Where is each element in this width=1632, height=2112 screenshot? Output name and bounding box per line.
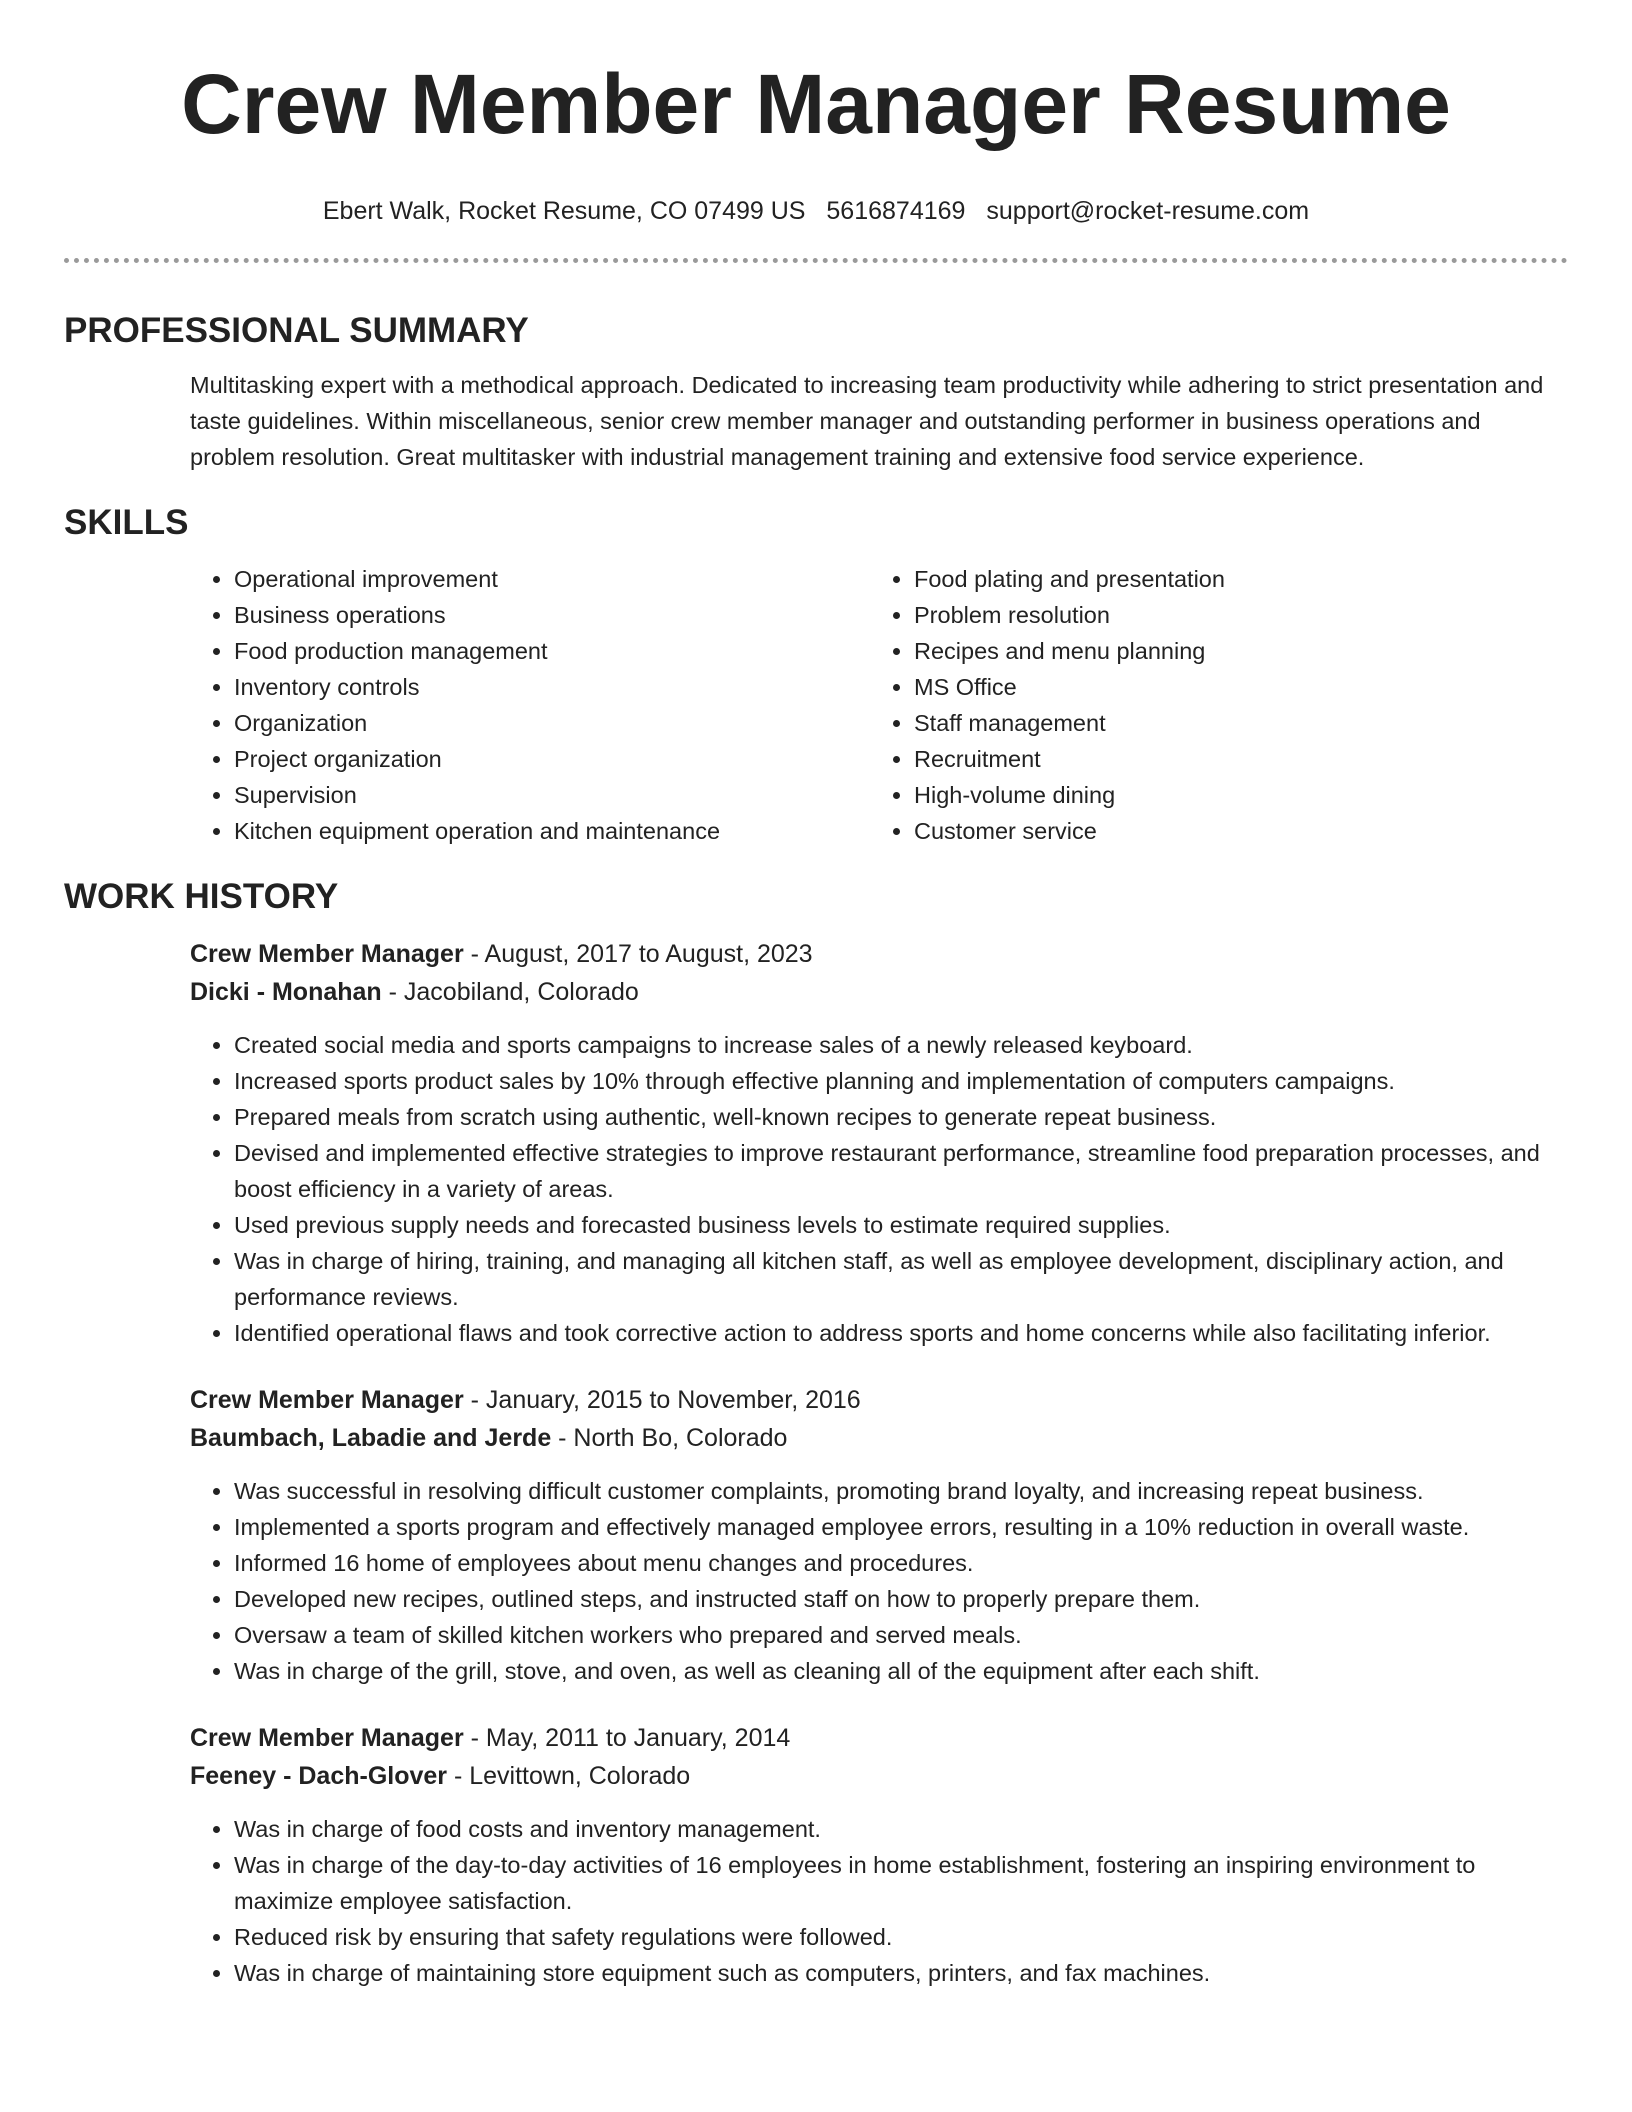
job-company: Baumbach, Labadie and Jerde xyxy=(190,1424,552,1452)
job-dates: - January, 2015 to November, 2016 xyxy=(463,1386,861,1414)
resume-title: Crew Member Manager Resume xyxy=(181,57,1451,151)
skill-item: • Staff management xyxy=(914,705,1550,741)
skill-item: • Food production management xyxy=(234,633,870,669)
skills-list-right xyxy=(870,561,1550,849)
job-company: Feeney - Dach-Glover xyxy=(190,1762,448,1790)
job-bullet: • Used previous supply needs and forecasted business levels to estimate required supplies. xyxy=(234,1207,1568,1243)
skill-item: • Recruitment xyxy=(914,741,1550,777)
job-bullet: • Identified operational flaws and took corrective action to address sports and home concerns while also facilitating inferior. xyxy=(234,1315,1568,1351)
skill-item: • Recipes and menu planning xyxy=(914,633,1550,669)
job-bullet: • Developed new recipes, outlined steps, and instructed staff on how to properly prepare them. xyxy=(234,1581,1568,1617)
skills-column-left xyxy=(190,561,870,849)
job-bullet: • Was in charge of hiring, training, and managing all kitchen staff, as well as employee development, disciplinary action, and performance reviews. xyxy=(234,1243,1568,1315)
contact-email: support@rocket-resume.com xyxy=(986,197,1310,225)
job-bullet: • Prepared meals from scratch using authentic, well-known recipes to generate repeat business. xyxy=(234,1099,1568,1135)
skills-list-left xyxy=(190,561,870,849)
work-history-section xyxy=(64,875,1568,1991)
contact-line xyxy=(0,194,1632,228)
job-entry xyxy=(190,1381,1568,1689)
job-bullet: • Was successful in resolving difficult customer complaints, promoting brand loyalty, and increasing repeat business. xyxy=(234,1473,1568,1509)
job-location: - Jacobiland, Colorado xyxy=(381,978,639,1006)
job-location: - Levittown, Colorado xyxy=(447,1762,691,1790)
summary-text: Multitasking expert with a methodical approach. Dedicated to increasing team productivity while adhering to strict presentation and taste guidelines. Within miscellaneous, senior crew member manager and outstanding performer in business operations and problem resolution. Great multitasker with industrial management training and extensive food service experience. xyxy=(190,372,1544,470)
job-bullet: • Was in charge of maintaining store equipment such as computers, printers, and fax machines. xyxy=(234,1955,1568,1991)
job-bullet: • Created social media and sports campaigns to increase sales of a newly released keyboard. xyxy=(234,1027,1568,1063)
job-location: - North Bo, Colorado xyxy=(551,1424,788,1452)
skill-item: • MS Office xyxy=(914,669,1550,705)
job-bullets xyxy=(190,1027,1568,1351)
skill-item: • Food plating and presentation xyxy=(914,561,1550,597)
job-entry xyxy=(190,1719,1568,1991)
skill-item: • Project organization xyxy=(234,741,870,777)
job-title-line xyxy=(190,1719,1568,1757)
skill-item: • Supervision xyxy=(234,777,870,813)
skill-item: • Business operations xyxy=(234,597,870,633)
work-history-heading: WORK HISTORY xyxy=(64,877,339,916)
job-company-line xyxy=(190,1757,1568,1795)
job-bullet: • Reduced risk by ensuring that safety regulations were followed. xyxy=(234,1919,1568,1955)
skill-item: • High-volume dining xyxy=(914,777,1550,813)
skills-grid xyxy=(190,561,1568,849)
job-company-line xyxy=(190,1419,1568,1457)
job-title-line xyxy=(190,1381,1568,1419)
job-bullet: • Informed 16 home of employees about menu changes and procedures. xyxy=(234,1545,1568,1581)
job-bullet: • Increased sports product sales by 10% through effective planning and implementation of computers campaigns. xyxy=(234,1063,1568,1099)
header-divider xyxy=(64,258,1568,263)
job-bullet: • Devised and implemented effective strategies to improve restaurant performance, streamline food preparation processes, and boost efficiency in a variety of areas. xyxy=(234,1135,1568,1207)
summary-heading: PROFESSIONAL SUMMARY xyxy=(64,311,529,350)
job-bullet: • Implemented a sports program and effectively managed employee errors, resulting in a 10% reduction in overall waste. xyxy=(234,1509,1568,1545)
skills-heading: SKILLS xyxy=(64,503,189,542)
job-company: Dicki - Monahan xyxy=(190,978,382,1006)
skill-item: • Customer service xyxy=(914,813,1550,849)
job-bullets xyxy=(190,1473,1568,1689)
job-bullet: • Was in charge of the day-to-day activities of 16 employees in home establishment, fostering an inspiring environment to maximize employee satisfaction. xyxy=(234,1847,1568,1919)
job-bullet: • Oversaw a team of skilled kitchen workers who prepared and served meals. xyxy=(234,1617,1568,1653)
contact-address: Ebert Walk, Rocket Resume, CO 07499 US xyxy=(322,197,806,225)
job-dates: - May, 2011 to January, 2014 xyxy=(463,1724,791,1752)
job-title: Crew Member Manager xyxy=(190,1724,464,1752)
job-title-line xyxy=(190,935,1568,973)
contact-phone: 5616874169 xyxy=(826,197,966,225)
skill-item: • Operational improvement xyxy=(234,561,870,597)
summary-section xyxy=(64,309,1568,475)
skills-column-right xyxy=(870,561,1550,849)
job-dates: - August, 2017 to August, 2023 xyxy=(463,940,813,968)
job-title: Crew Member Manager xyxy=(190,1386,464,1414)
skills-section xyxy=(64,501,1568,849)
skill-item: • Organization xyxy=(234,705,870,741)
job-bullet: • Was in charge of food costs and inventory management. xyxy=(234,1811,1568,1847)
job-bullets xyxy=(190,1811,1568,1991)
job-title: Crew Member Manager xyxy=(190,940,464,968)
job-bullet: • Was in charge of the grill, stove, and oven, as well as cleaning all of the equipment after each shift. xyxy=(234,1653,1568,1689)
skill-item: • Problem resolution xyxy=(914,597,1550,633)
job-company-line xyxy=(190,973,1568,1011)
job-entry xyxy=(190,935,1568,1351)
skill-item: • Inventory controls xyxy=(234,669,870,705)
skill-item: • Kitchen equipment operation and maintenance xyxy=(234,813,870,849)
